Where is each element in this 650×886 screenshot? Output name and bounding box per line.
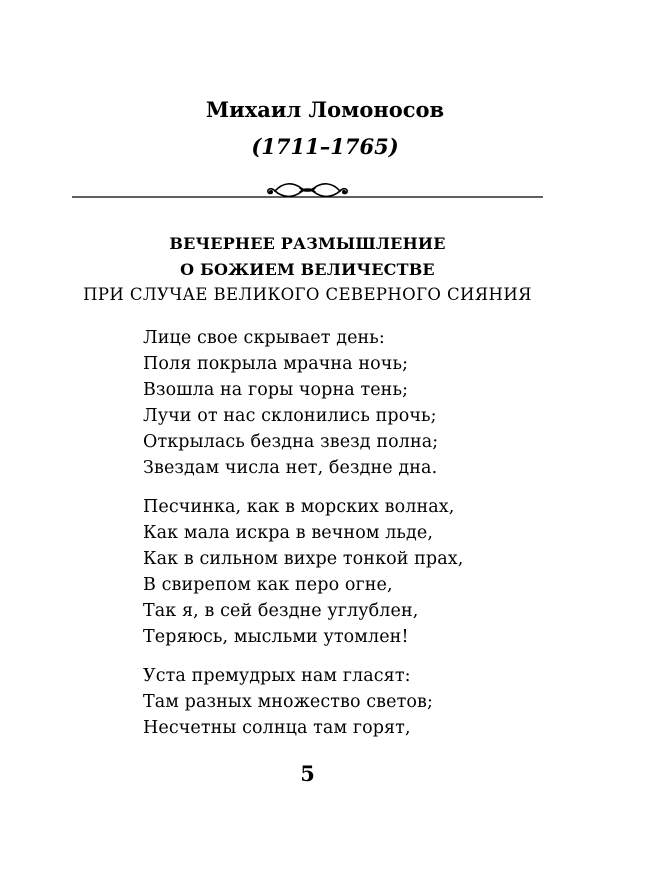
- poem-line: Лучи от нас склонились прочь;: [143, 406, 437, 426]
- poem-line: Теряюсь, мысльми утомлен!: [143, 627, 409, 647]
- page-number: 5: [300, 761, 315, 786]
- poem-line: В свирепом как перо огне,: [143, 575, 393, 595]
- poem-line: Звездам числа нет, бездне дна.: [143, 458, 438, 478]
- poem-line: Несчетны солнца там горят,: [143, 718, 411, 738]
- poem-line: Песчинка, как в морских волнах,: [143, 497, 455, 517]
- poem-line: Лице свое скрывает день:: [143, 328, 385, 348]
- poem-line: Открылась бездна звезд полна;: [143, 432, 439, 452]
- poem-line: Как мала искра в вечном льде,: [143, 523, 434, 543]
- poem-title-line-1: ВЕЧЕРНЕЕ РАЗМЫШЛЕНИЕ: [169, 234, 446, 253]
- author-name: Михаил Ломоносов: [205, 97, 445, 122]
- poem-title-line-2: О БОЖИЕМ ВЕЛИЧЕСТВЕ: [180, 260, 435, 279]
- poem-line: Поля покрыла мрачна ночь;: [143, 354, 409, 374]
- stanza-1: [143, 325, 438, 481]
- poem-line: Так я, в сей бездне углублен,: [143, 601, 419, 621]
- stanza-3: [143, 663, 433, 741]
- poem-line: Там разных множество светов;: [143, 692, 433, 712]
- author-years: (1711–1765): [251, 134, 399, 159]
- flourish-divider-icon: [72, 176, 543, 202]
- poem-line: Взошла на горы чорна тень;: [143, 380, 409, 400]
- poem-subtitle: ПРИ СЛУЧАЕ ВЕЛИКОГО СЕВЕРНОГО СИЯНИЯ: [83, 285, 532, 304]
- stanza-2: [143, 494, 463, 650]
- poem-line: Уста премудрых нам гласят:: [143, 666, 411, 686]
- poem-line: Как в сильном вихре тонкой прах,: [143, 549, 464, 569]
